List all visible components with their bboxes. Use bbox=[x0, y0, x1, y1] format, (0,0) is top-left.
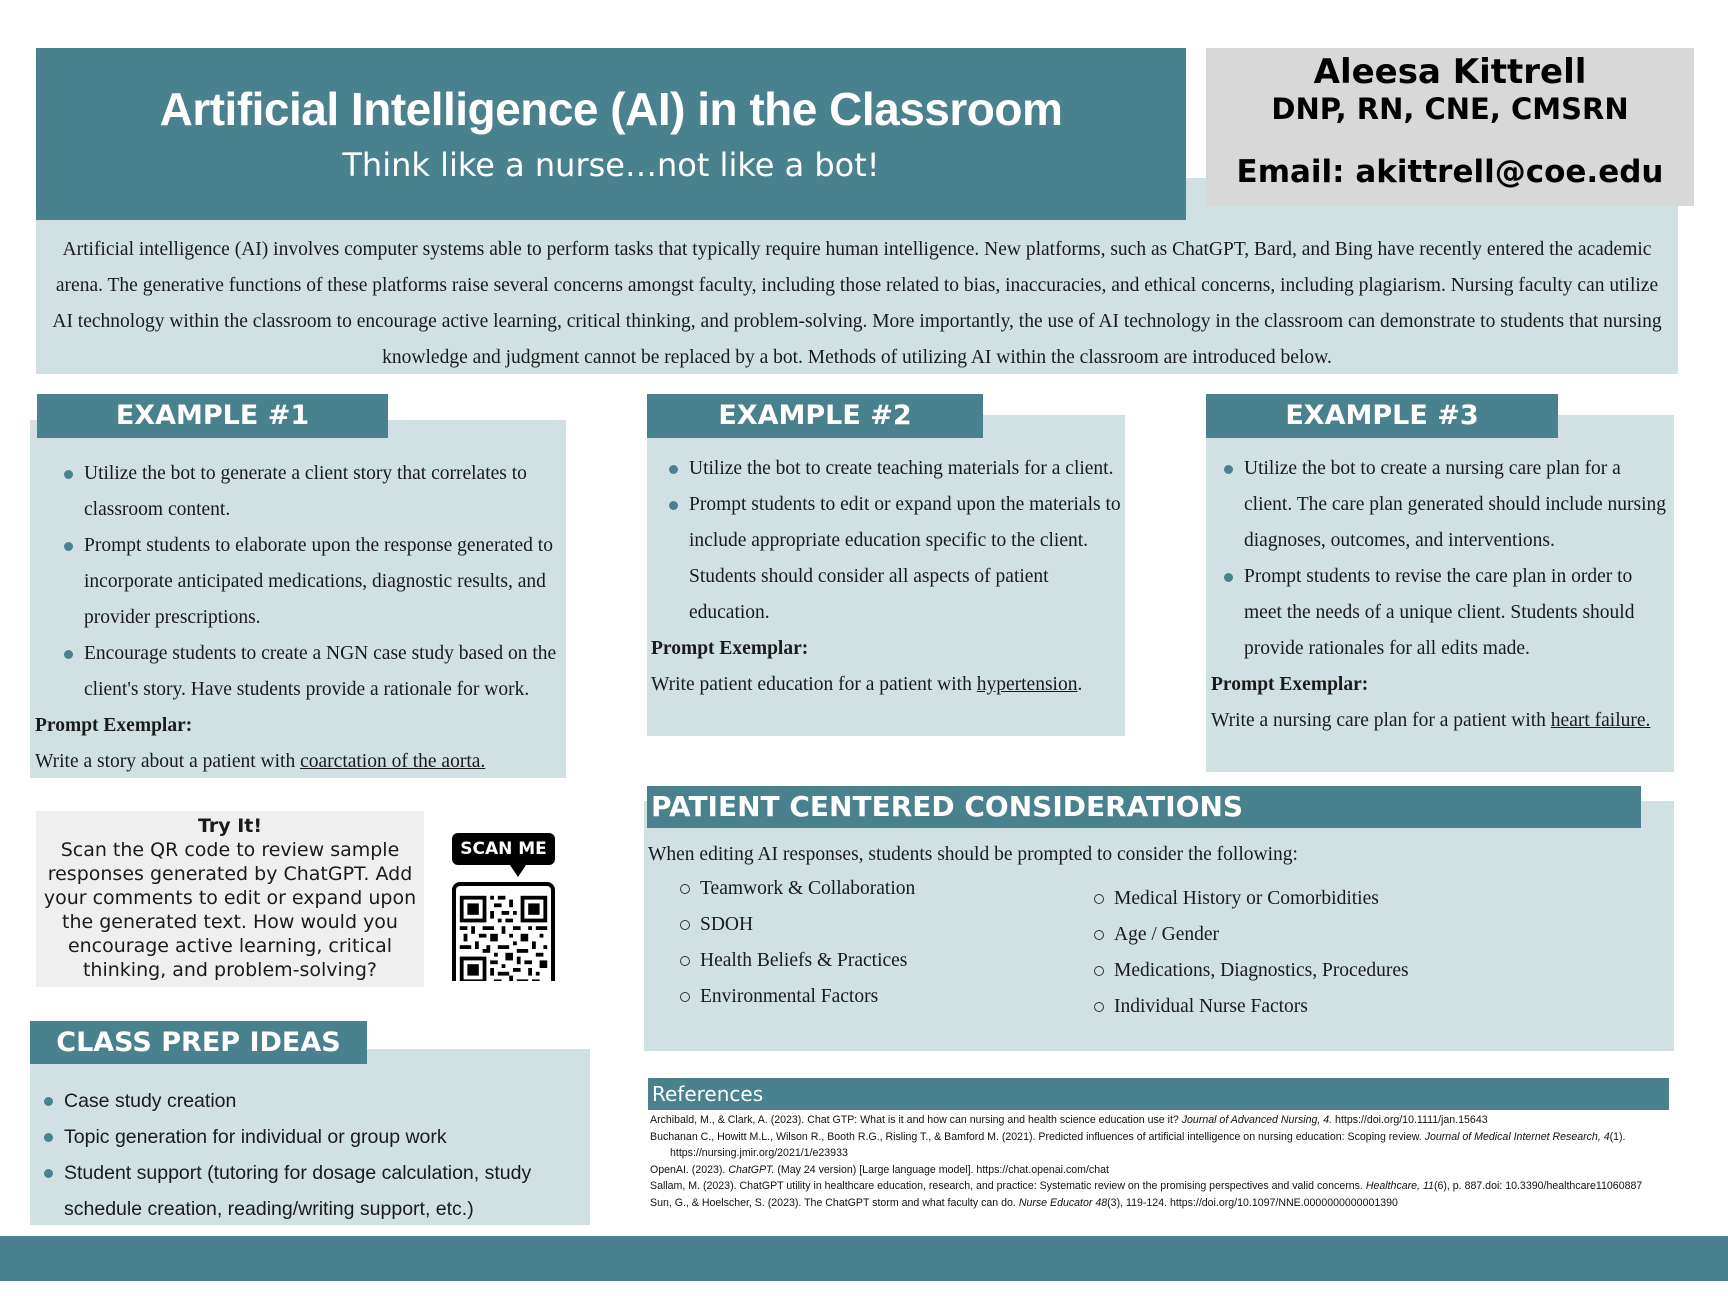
example-3-heading: EXAMPLE #3 bbox=[1206, 394, 1558, 438]
author-email: Email: akittrell@coe.edu bbox=[1236, 154, 1664, 190]
reference-item: Buchanan C., Howitt M.L., Wilson R., Booth R.G., Risling T., & Bamford M. (2021). Predicted influences of artificial intelligence on nursing education: Scoping review. Journal of Medical Internet Research, 4(1). https://nursing.jmir.org/2021/1/e23933 bbox=[650, 1130, 1626, 1159]
list-item: SDOH bbox=[680, 907, 1060, 943]
list-item: Case study creation bbox=[30, 1083, 580, 1119]
try-it-heading: Try It! bbox=[197, 815, 263, 837]
prompt-topic: hypertension bbox=[976, 674, 1078, 695]
title-banner bbox=[36, 48, 1186, 220]
class-prep-panel bbox=[30, 1049, 590, 1225]
example-1-panel bbox=[30, 420, 566, 778]
qr-code-icon bbox=[456, 892, 551, 981]
list-item: Prompt students to revise the care plan in order to meet the needs of a unique client. Students should provide rationales for all edits made. bbox=[1210, 559, 1670, 667]
list-item: Utilize the bot to create teaching materials for a client. bbox=[655, 451, 1125, 487]
prompt-topic: coarctation of the aorta. bbox=[300, 751, 486, 772]
list-item: Age / Gender bbox=[1094, 917, 1594, 953]
poster-title: Artificial Intelligence (AI) in the Classroom bbox=[159, 83, 1063, 135]
list-item: Utilize the bot to generate a client story that correlates to classroom content. bbox=[50, 456, 560, 528]
references-heading: References bbox=[648, 1078, 1669, 1110]
example-1-heading: EXAMPLE #1 bbox=[37, 394, 388, 438]
list-item: Prompt students to edit or expand upon the materials to include appropriate education specific to the client. Students should consider all aspects of patient education. bbox=[655, 487, 1125, 631]
prompt-exemplar-text: Write a nursing care plan for a patient with heart failure. bbox=[1211, 710, 1651, 731]
prompt-exemplar-label: Prompt Exemplar: bbox=[1211, 674, 1369, 695]
reference-item: OpenAI. (2023). ChatGPT. (May 24 version) [Large language model]. https://chat.openai.com/chat bbox=[650, 1163, 1109, 1176]
list-item: Medications, Diagnostics, Procedures bbox=[1094, 953, 1594, 989]
references-list bbox=[650, 1112, 1680, 1211]
reference-item: Sallam, M. (2023). ChatGPT utility in healthcare education, research, and practice: Systematic review on the promising perspectives and valid concerns. Healthcare, 11(6), p. 887.doi: 10.3390/healthcare11060887 bbox=[650, 1180, 1643, 1192]
footer-bar bbox=[0, 1236, 1728, 1281]
author-name: Aleesa Kittrell bbox=[1313, 52, 1587, 92]
patient-centered-lead: When editing AI responses, students should be prompted to consider the following: bbox=[648, 844, 1298, 865]
poster-subtitle: Think like a nurse…not like a bot! bbox=[342, 146, 880, 184]
prompt-exemplar-label: Prompt Exemplar: bbox=[651, 638, 809, 659]
author-credentials: DNP, RN, CNE, CMSRN bbox=[1271, 92, 1629, 126]
list-item: Encourage students to create a NGN case study based on the client's story. Have students provide a rationale for work. bbox=[50, 636, 560, 708]
class-prep-heading: CLASS PREP IDEAS bbox=[30, 1021, 367, 1064]
intro-text: Artificial intelligence (AI) involves computer systems able to perform tasks that typically require human intelligence. New platforms, such as ChatGPT, Bard, and Bing have recently entered the academic arena. The generative functions of these platforms raise several concerns amongst faculty, including those related to bias, inaccuracies, and ethical concerns, including plagiarism. Nursing faculty can utilize AI technology within the classroom to encourage active learning, critical thinking, and problem-solving. More importantly, the use of AI technology in the classroom can demonstrate to students that nursing knowledge and judgment cannot be replaced by a bot. Methods of utilizing AI within the classroom are introduced below. bbox=[52, 239, 1662, 368]
prompt-exemplar-label: Prompt Exemplar: bbox=[35, 715, 193, 736]
list-item: Teamwork & Collaboration bbox=[680, 871, 1060, 907]
scan-me-label: SCAN ME bbox=[452, 833, 555, 865]
list-item: Medical History or Comorbidities bbox=[1094, 881, 1594, 917]
list-item: Environmental Factors bbox=[680, 979, 1060, 1015]
qr-code[interactable] bbox=[452, 882, 555, 981]
example-3-panel bbox=[1206, 415, 1674, 772]
prompt-exemplar-text: Write a story about a patient with coarctation of the aorta. bbox=[35, 751, 486, 772]
example-2-panel bbox=[647, 415, 1125, 736]
author-box bbox=[1206, 48, 1694, 206]
patient-centered-panel bbox=[644, 801, 1674, 1051]
try-it-box bbox=[36, 811, 424, 987]
list-item: Individual Nurse Factors bbox=[1094, 989, 1594, 1025]
try-it-text: Scan the QR code to review sample responses generated by ChatGPT. Add your comments to edit or expand upon the generated text. How would you encourage active learning, critical thinking, and problem-solving? bbox=[43, 839, 417, 981]
list-item: Topic generation for individual or group work bbox=[30, 1119, 580, 1155]
list-item: Utilize the bot to create a nursing care plan for a client. The care plan generated should include nursing diagnoses, outcomes, and interventions. bbox=[1210, 451, 1670, 559]
patient-centered-heading: PATIENT CENTERED CONSIDERATIONS bbox=[647, 786, 1641, 828]
list-item: Health Beliefs & Practices bbox=[680, 943, 1060, 979]
example-2-heading: EXAMPLE #2 bbox=[647, 394, 983, 438]
list-item: Prompt students to elaborate upon the response generated to incorporate anticipated medications, diagnostic results, and provider prescriptions. bbox=[50, 528, 560, 636]
list-item: Student support (tutoring for dosage calculation, study schedule creation, reading/writing support, etc.) bbox=[30, 1155, 580, 1227]
reference-item: Archibald, M., & Clark, A. (2023). Chat GTP: What is it and how can nursing and health science education use it? Journal of Advanced Nursing, 4. https://doi.org/10.1111/jan.15643 bbox=[650, 1114, 1488, 1126]
prompt-topic: heart failure. bbox=[1550, 710, 1651, 731]
prompt-exemplar-text: Write patient education for a patient with hypertension. bbox=[651, 674, 1083, 695]
reference-item: Sun, G., & Hoelscher, S. (2023). The ChatGPT storm and what faculty can do. Nurse Educator 48(3), 119-124. https://doi.org/10.1097/NNE.0000000000001390 bbox=[650, 1196, 1398, 1209]
